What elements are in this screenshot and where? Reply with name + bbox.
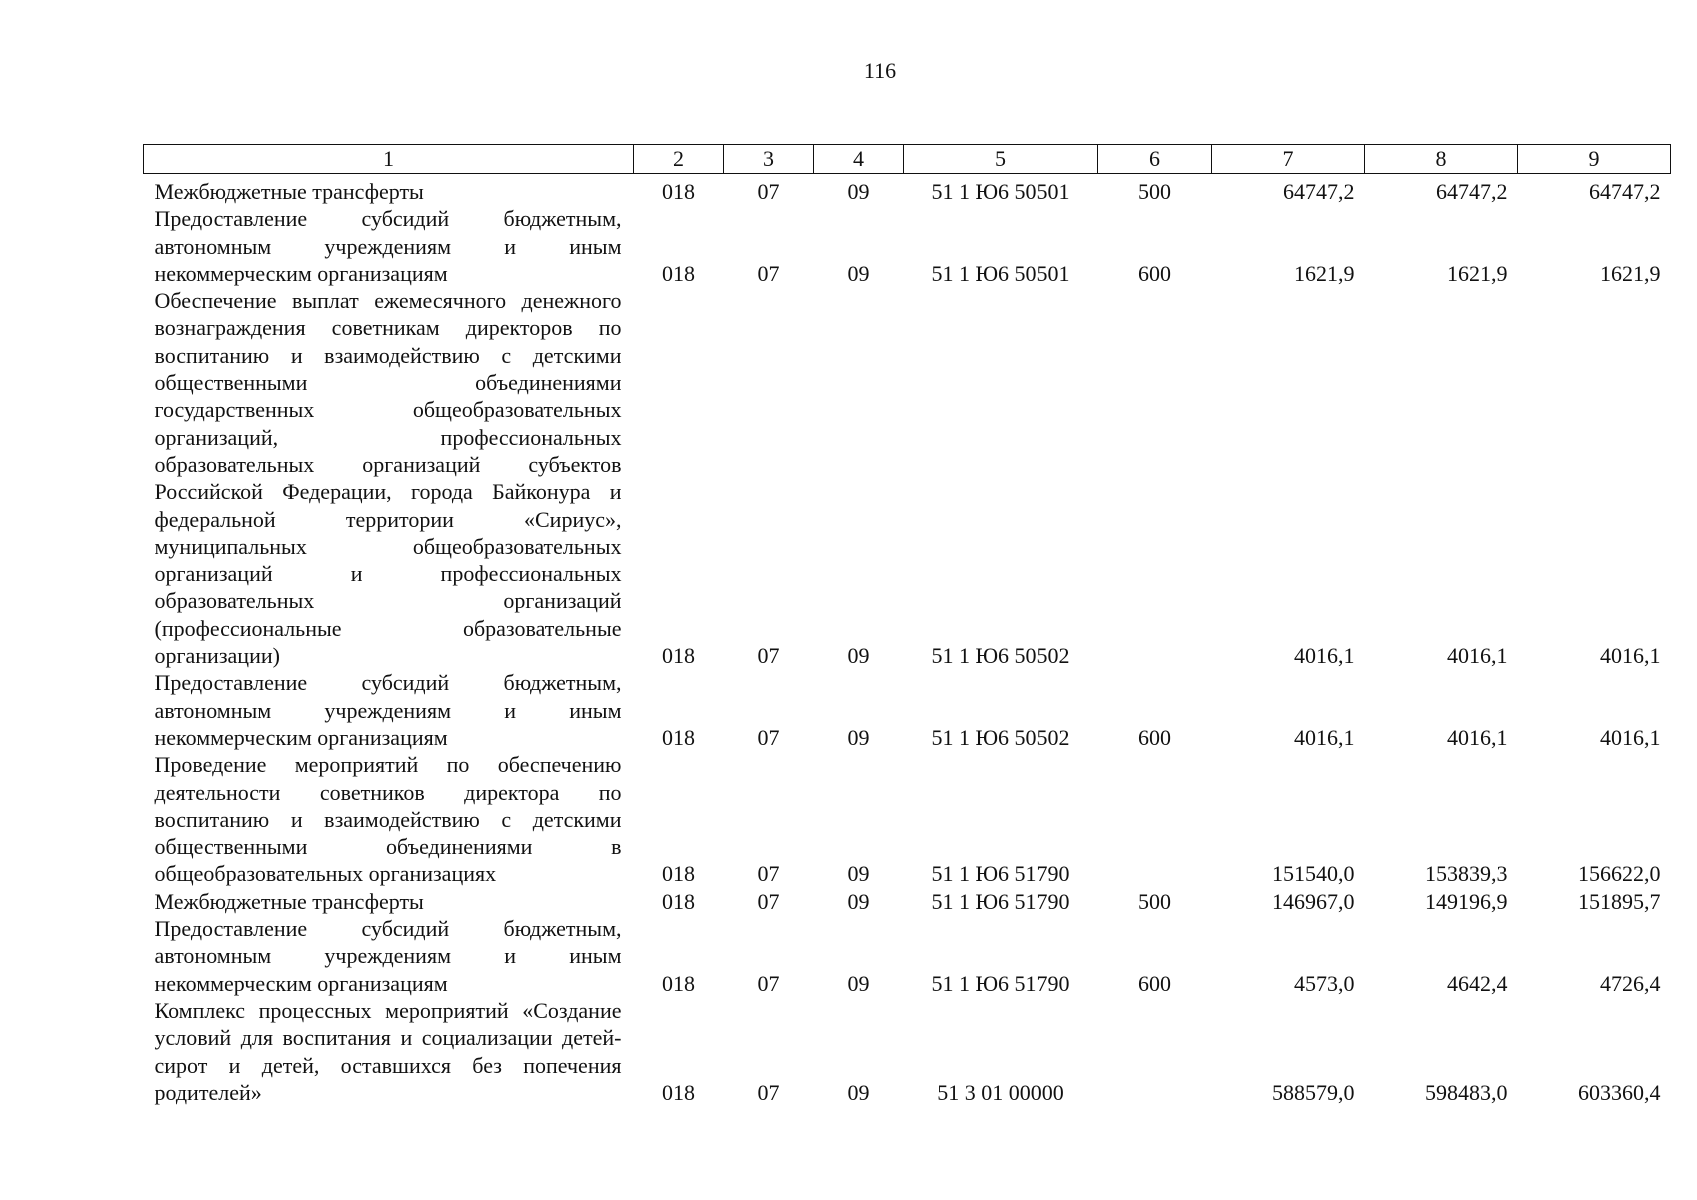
row-amount-col9: 156622,0 — [1578, 861, 1661, 887]
table-row — [144, 915, 1671, 997]
row-amount-col9: 4016,1 — [1600, 643, 1661, 669]
row-amount-col8: 153839,3 — [1425, 861, 1508, 887]
row-amount-col9: 64747,2 — [1589, 179, 1661, 204]
row-target-article: 51 1 Ю6 50501 — [931, 179, 1070, 204]
row-amount-col8: 149196,9 — [1425, 888, 1508, 914]
row-expense-type: 600 — [1138, 970, 1171, 996]
header-col-4: 4 — [814, 145, 904, 174]
header-col-2: 2 — [634, 145, 724, 174]
row-section-code: 07 — [757, 888, 780, 914]
table-row — [144, 888, 1671, 915]
row-subsection-code: 09 — [847, 1079, 870, 1105]
row-amount-col8: 598483,0 — [1425, 1079, 1508, 1105]
table-row — [144, 997, 1671, 1106]
row-amount-col9: 603360,4 — [1578, 1079, 1661, 1105]
row-target-article: 51 1 Ю6 50502 — [931, 724, 1070, 750]
row-section-code: 07 — [757, 1079, 780, 1105]
row-target-article: 51 1 Ю6 50501 — [931, 260, 1070, 286]
row-amount-col7: 1621,9 — [1294, 260, 1355, 286]
table-header — [144, 145, 1671, 174]
row-subsection-code: 09 — [847, 643, 870, 669]
row-subsection-code: 09 — [847, 260, 870, 286]
row-amount-col9: 4016,1 — [1600, 724, 1661, 750]
row-section-code: 07 — [757, 970, 780, 996]
row-subsection-code: 09 — [847, 861, 870, 887]
row-ministry-code: 018 — [662, 888, 695, 914]
header-col-3: 3 — [724, 145, 814, 174]
row-expense-type — [1098, 997, 1212, 1106]
table-row — [144, 174, 1671, 206]
row-name: Межбюджетные трансферты — [154, 888, 424, 914]
row-name: Предоставление субсидий бюджетным, автономным учреждениям и иным некоммерческим организациям — [154, 206, 622, 286]
row-ministry-code: 018 — [662, 970, 695, 996]
row-amount-col7: 4016,1 — [1294, 643, 1355, 669]
row-amount-col7: 4573,0 — [1294, 970, 1355, 996]
row-ministry-code: 018 — [662, 643, 695, 669]
row-name: Межбюджетные трансферты — [154, 179, 424, 204]
row-name: Обеспечение выплат ежемесячного денежного вознаграждения советникам директоров по воспитанию и взаимодействию с детскими общественными объединениями государственных общеобразовательных организаций, профессиональных образовательных организаций субъектов Российской Федерации, города Байконура и федеральной территории «Сириус», муниципальных общеобразовательных организаций и профессиональных образовательных организаций (профессиональные образовательные организации) — [154, 288, 622, 669]
table-row — [144, 751, 1671, 887]
row-expense-type: 500 — [1138, 888, 1171, 914]
row-amount-col8: 1621,9 — [1447, 260, 1508, 286]
table-row — [144, 287, 1671, 669]
header-row — [144, 145, 1671, 174]
row-target-article: 51 1 Ю6 51790 — [931, 888, 1070, 914]
table-body — [144, 174, 1671, 1107]
row-amount-col7: 146967,0 — [1272, 888, 1355, 914]
row-amount-col8: 4016,1 — [1447, 724, 1508, 750]
row-amount-col9: 151895,7 — [1578, 888, 1661, 914]
row-amount-col8: 4642,4 — [1447, 970, 1508, 996]
row-section-code: 07 — [757, 643, 780, 669]
row-expense-type — [1098, 287, 1212, 669]
header-col-8: 8 — [1365, 145, 1518, 174]
row-expense-type — [1098, 751, 1212, 887]
row-ministry-code: 018 — [662, 724, 695, 750]
budget-table — [143, 144, 1671, 1106]
row-target-article: 51 1 Ю6 51790 — [931, 861, 1070, 887]
row-subsection-code: 09 — [847, 970, 870, 996]
row-amount-col9: 4726,4 — [1600, 970, 1661, 996]
row-expense-type: 600 — [1138, 724, 1171, 750]
header-col-1: 1 — [144, 145, 634, 174]
row-amount-col7: 588579,0 — [1272, 1079, 1355, 1105]
table-row — [144, 205, 1671, 287]
row-expense-type: 600 — [1138, 260, 1171, 286]
row-name: Предоставление субсидий бюджетным, автономным учреждениям и иным некоммерческим организациям — [154, 670, 622, 750]
row-amount-col7: 64747,2 — [1283, 179, 1355, 204]
row-ministry-code: 018 — [662, 179, 695, 204]
row-section-code: 07 — [757, 260, 780, 286]
row-section-code: 07 — [757, 724, 780, 750]
header-col-6: 6 — [1098, 145, 1212, 174]
row-name: Комплекс процессных мероприятий «Создание условий для воспитания и социализации детей-сирот и детей, оставшихся без попечения родителей» — [154, 997, 622, 1105]
row-amount-col7: 4016,1 — [1294, 724, 1355, 750]
row-ministry-code: 018 — [662, 861, 695, 887]
table-row — [144, 669, 1671, 751]
header-col-9: 9 — [1518, 145, 1671, 174]
row-section-code: 07 — [757, 861, 780, 887]
row-section-code: 07 — [757, 179, 780, 204]
row-ministry-code: 018 — [662, 260, 695, 286]
row-subsection-code: 09 — [847, 724, 870, 750]
header-col-7: 7 — [1212, 145, 1365, 174]
row-amount-col9: 1621,9 — [1600, 260, 1661, 286]
row-ministry-code: 018 — [662, 1079, 695, 1105]
row-amount-col8: 64747,2 — [1436, 179, 1508, 204]
row-target-article: 51 1 Ю6 50502 — [931, 643, 1070, 669]
row-name: Предоставление субсидий бюджетным, автономным учреждениям и иным некоммерческим организациям — [154, 916, 622, 996]
row-subsection-code: 09 — [847, 888, 870, 914]
row-amount-col7: 151540,0 — [1272, 861, 1355, 887]
row-target-article: 51 3 01 00000 — [937, 1079, 1064, 1105]
row-subsection-code: 09 — [847, 179, 870, 204]
row-amount-col8: 4016,1 — [1447, 643, 1508, 669]
header-col-5: 5 — [904, 145, 1098, 174]
row-target-article: 51 1 Ю6 51790 — [931, 970, 1070, 996]
row-expense-type: 500 — [1138, 179, 1171, 204]
page-number: 116 — [863, 58, 897, 83]
row-name: Проведение мероприятий по обеспечению деятельности советников директора по воспитанию и взаимодействию с детскими общественными объединениями в общеобразовательных организациях — [154, 752, 622, 887]
